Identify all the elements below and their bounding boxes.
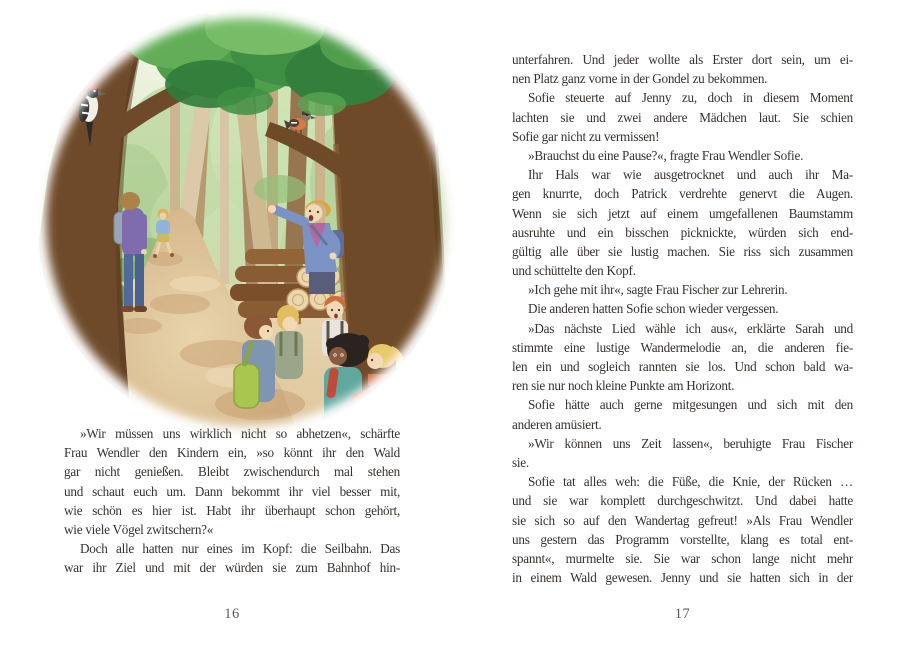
right-page-text <box>512 50 853 587</box>
text-line: spannt«, murmelte sie. Sie war schon lange nicht mehr <box>512 550 853 566</box>
text-line: in einem Wald gewesen. Jenny und sie hatten sich in der <box>512 570 853 586</box>
text-line: len ein und sogleich rannten sie los. Und schon bald wa- <box>512 359 853 374</box>
text-line: gültig alle über sie lustig machen. Sie riss sich zusammen <box>512 243 853 259</box>
text-line: »Wir müssen uns wirklich nicht so abhetzen«, schärfte <box>80 426 400 441</box>
text-line: und sie war komplett durchgeschwitzt. Und dabei hatte <box>512 493 853 509</box>
text-line: Die anderen hatten Sofie schon wieder vergessen. <box>528 301 779 317</box>
text-line: und schüttelte den Kopf. <box>512 263 636 279</box>
text-line: »Das nächste Lied wähle ich aus«, erklärte Sarah und <box>528 320 853 336</box>
text-line: »Brauchst du eine Pause?«, fragte Frau Wendler Sofie. <box>528 147 804 163</box>
text-line: wie viele Vögel zwitschern?« <box>64 521 214 537</box>
text-line: sie. <box>512 454 529 470</box>
text-line: ren sie nur noch kleine Punkte am Horizont. <box>512 378 735 394</box>
text-line: anderen amüsiert. <box>512 416 602 432</box>
page-number-left: 16 <box>224 606 240 622</box>
text-line: lachten sie und zwei andere Mädchen laut. Sie schien <box>512 109 853 125</box>
text-line: »Ich gehe mit ihr«, sagte Frau Fischer zur Lehrerin. <box>528 282 788 298</box>
text-line: Ihr Hals war wie ausgetrocknet und auch ihr Ma- <box>528 167 853 183</box>
text-line: und schaut euch um. Dann bekommt ihr viel besser mit, <box>64 483 400 499</box>
text-line: uns gestern das Programm vorstellte, klang es total ent- <box>512 531 853 547</box>
forest-illustration <box>30 4 460 440</box>
text-line: Frau Wendler den Kindern ein, »so könnt ihr den Wald <box>64 445 400 461</box>
text-line: Sofie gar nicht zu vermissen! <box>512 128 660 144</box>
text-line: gar nicht genießen. Bleibt zwischendurch mal stehen <box>64 464 400 480</box>
page-number-right: 17 <box>674 606 691 622</box>
text-line: nen Platz ganz vorne in der Gondel zu bekommen. <box>512 71 768 87</box>
text-line: wie schön es hier ist. Habt ihr überhaupt schon gehört, <box>64 502 400 518</box>
text-line: Sofie tat alles weh: die Füße, die Knie, der Rücken … <box>528 474 853 490</box>
left-page-text <box>64 424 400 578</box>
text-line: Wenn sie sich jetzt auf einem umgefallenen Baumstamm <box>512 205 853 221</box>
text-line: Doch alle hatten nur eines im Kopf: die Seilbahn. Das <box>80 541 400 557</box>
text-line: gen knurrte, doch Patrick verdrehte genervt die Augen. <box>512 186 853 202</box>
text-line: war ihr Ziel und mit der würden sie zum Bahnhof hin- <box>64 560 400 576</box>
text-line: »Wir können uns Zeit lassen«, beruhigte Frau Fischer <box>528 435 853 451</box>
text-line: Sofie hätte auch gerne mitgesungen und sich mit den <box>528 397 853 413</box>
text-line: Sofie steuerte auf Jenny zu, doch in diesem Moment <box>528 90 853 106</box>
text-line: sie sich so auf den Wandertag gefreut! »Als Frau Wendler <box>512 512 853 528</box>
text-line: unterfahren. Und jeder wollte als Erster dort sein, um ei- <box>512 52 853 67</box>
text-line: ausruhte und ein bisschen picknickte, würden sich end- <box>512 224 853 240</box>
text-line: stimmte eine lustige Wandermelodie an, die anderen fie- <box>512 339 853 355</box>
